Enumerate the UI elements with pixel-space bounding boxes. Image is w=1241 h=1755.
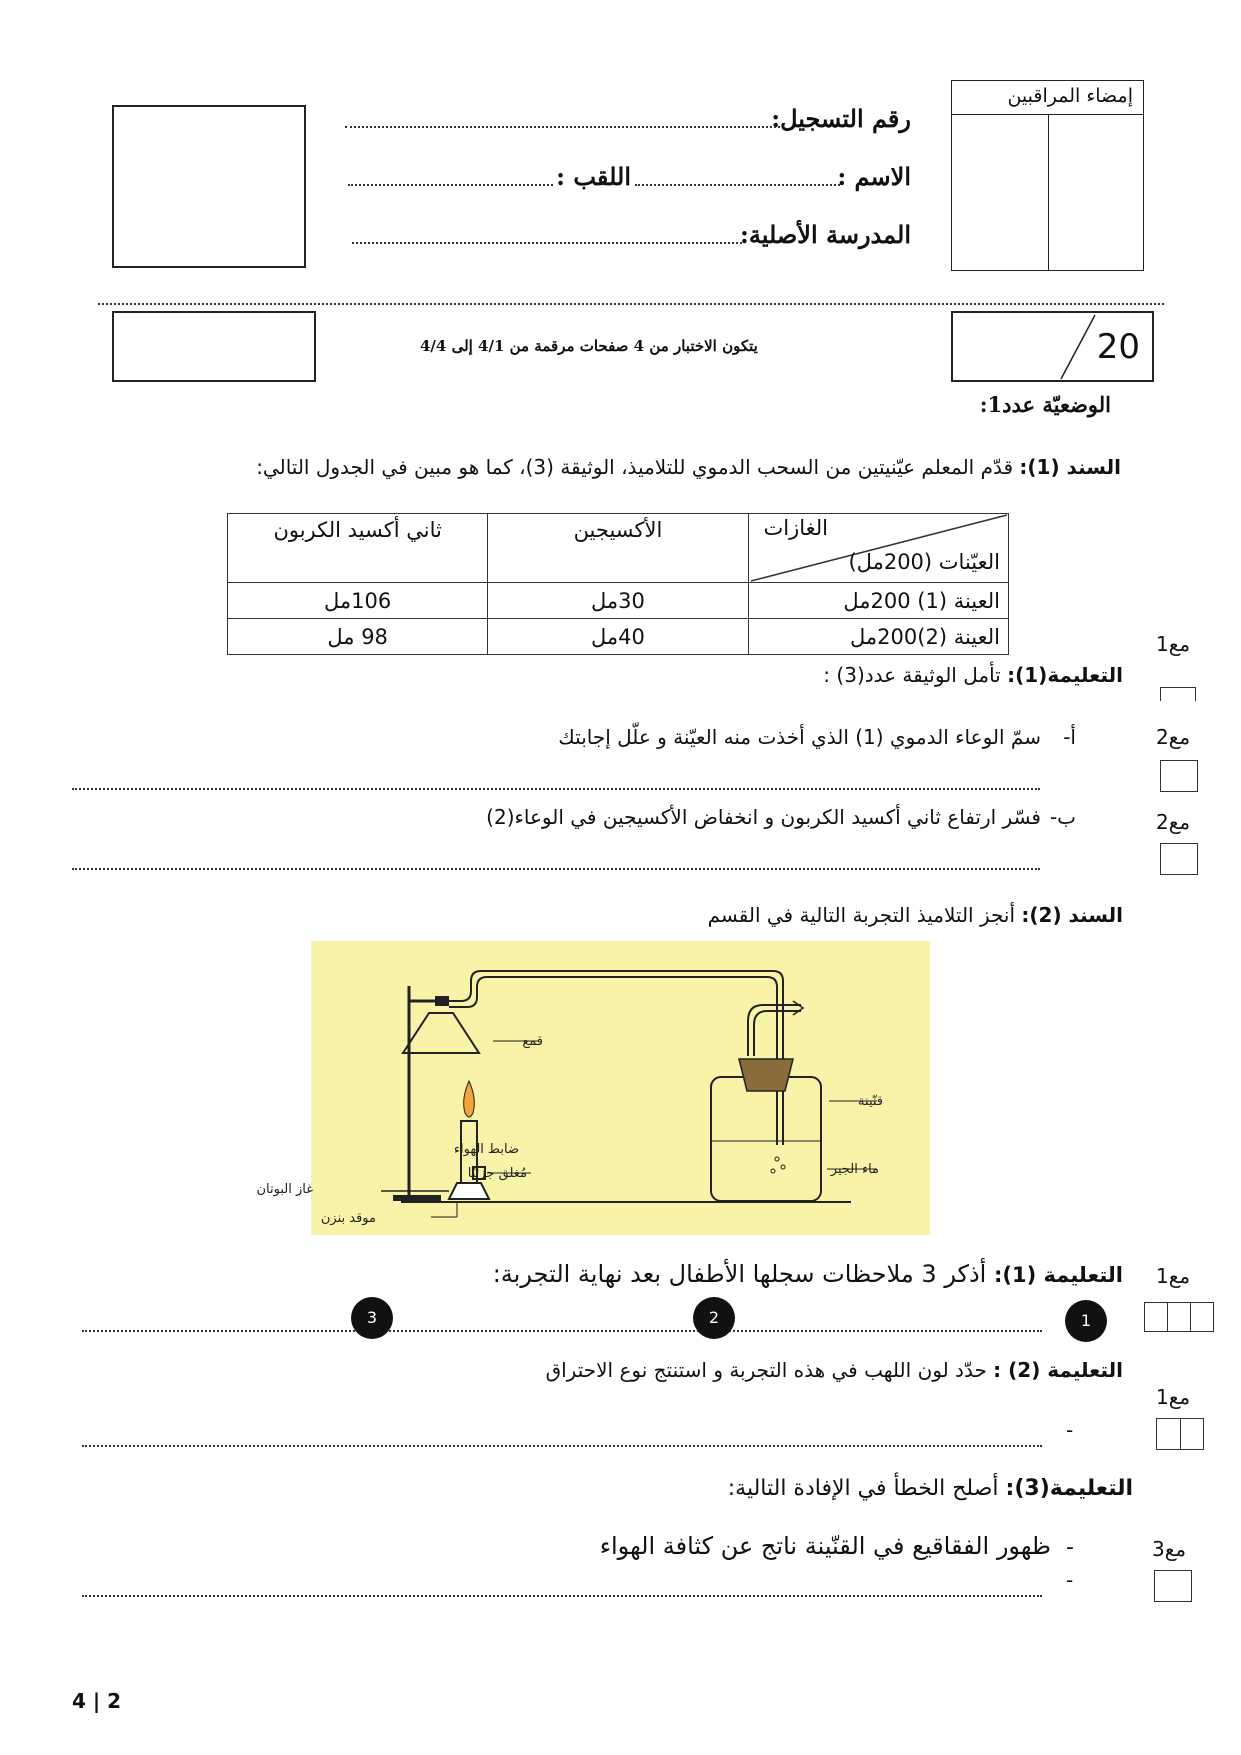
sanad2-label: السند (2): [1021, 903, 1123, 927]
answer-line[interactable] [72, 868, 1040, 870]
score-box-right [951, 311, 1154, 382]
label-burner: موقد بنزن [320, 1211, 376, 1226]
criterion-3: مع2 [1156, 810, 1191, 834]
school-label: المدرسة الأصلية: [739, 220, 911, 249]
instruction2-2-label: التعليمة (2) : [993, 1358, 1123, 1382]
item-a-marker: أ- [1063, 725, 1076, 749]
name-label: الاسم : [837, 162, 911, 191]
instruction1-line [823, 663, 1123, 687]
sanad2-text: أنجز التلاميذ التجربة التالية في القسم [707, 903, 1016, 927]
score-square[interactable] [1154, 1570, 1192, 1602]
name-field[interactable] [635, 184, 840, 186]
item-b-marker: ب- [1049, 805, 1076, 829]
sanad2-line [708, 903, 1123, 927]
item-a-text: سمّ الوعاء الدموي (1) الذي أخذت منه العيّنة و علّل إجابتك [558, 725, 1041, 749]
table-corner-cell [748, 514, 1008, 583]
dash: - [1066, 1418, 1074, 1442]
dash: - [1066, 1535, 1074, 1560]
criterion-5: مع1 [1156, 1385, 1191, 1409]
statement-to-correct: ظهور الفقاقيع في القنّينة ناتج عن كثافة الهواء [599, 1532, 1051, 1560]
score-total: 20 [1096, 327, 1140, 367]
score-box-left [112, 311, 316, 382]
label-butane: غاز البوتان [256, 1182, 313, 1197]
page-number: 4 | 2 [72, 1689, 122, 1713]
sanad1-label: السند (1): [1019, 455, 1121, 479]
answer-line[interactable] [82, 1445, 1042, 1447]
observation-number-1: 1 [1065, 1300, 1107, 1342]
registration-label: رقم التسجيل: [771, 104, 911, 133]
instruction2-1-text: أذكر 3 ملاحظات سجلها الأطفال بعد نهاية التجربة: [492, 1260, 987, 1288]
score-square[interactable] [1160, 760, 1198, 792]
sanad1-text: قدّم المعلم عيّنيتين من السحب الدموي للتلاميذ، الوثيقة (3)، كما هو مبين في الجدول التالي: [256, 455, 1014, 479]
item-b-text: فسّر ارتفاع ثاني أكسيد الكربون و انخفاض الأكسيجين في الوعاء(2) [486, 805, 1041, 829]
registration-field[interactable] [345, 126, 780, 128]
sample-1: العينة (1) 200مل [748, 583, 1008, 619]
score-square[interactable] [1156, 1418, 1204, 1450]
criterion-2: مع2 [1156, 725, 1191, 749]
situation-title: الوضعيّة عدد1: [979, 392, 1111, 417]
label-limewater: ماء الجير [830, 1162, 879, 1177]
school-field[interactable] [352, 242, 742, 244]
score-square[interactable] [1160, 843, 1198, 875]
table-row [228, 619, 1009, 655]
criterion-1: مع1 [1156, 632, 1191, 656]
observation-number-2: 2 [693, 1297, 735, 1339]
sample-2: العينة (2)200مل [748, 619, 1008, 655]
instruction2-3-label: التعليمة(3): [1005, 1476, 1133, 1501]
answer-line[interactable] [82, 1330, 1042, 1332]
dash: - [1066, 1568, 1074, 1592]
score-square[interactable] [1144, 1302, 1214, 1332]
label-partly-closed: مُغلق جزئيًا [467, 1166, 527, 1181]
sample-1-co2: 106مل [228, 583, 488, 619]
table-row [228, 583, 1009, 619]
label-bottle: قنّينة [858, 1094, 883, 1109]
label-funnel: قمع [522, 1034, 543, 1049]
criterion-4: مع1 [1156, 1264, 1191, 1288]
instruction2-1-label: التعليمة (1): [993, 1263, 1123, 1287]
instruction2-2-text: حدّد لون اللهب في هذه التجربة و استنتج نوع الاحتراق [545, 1358, 987, 1382]
sanad1-line [256, 455, 1121, 479]
supervisors-box [951, 80, 1144, 271]
instruction2-3-text: أصلح الخطأ في الإفادة التالية: [727, 1476, 999, 1501]
sample-2-co2: 98 مل [228, 619, 488, 655]
surname-field[interactable] [348, 184, 553, 186]
pages-note: يتكون الاختبار من 4 صفحات مرقمة من 4/1 إلى 4/4 [420, 337, 758, 355]
col-oxygen: الأكسيجين [488, 514, 748, 583]
score-square[interactable] [1160, 687, 1196, 701]
photo-box [112, 105, 306, 268]
answer-line[interactable] [72, 788, 1040, 790]
supervisors-label: إمضاء المراقبين [1007, 85, 1133, 107]
sample-2-oxygen: 40مل [488, 619, 748, 655]
corner-top: الغازات [763, 516, 828, 540]
experiment-diagram [256, 941, 930, 1235]
corner-bottom: العيّنات (200مل) [848, 550, 1000, 574]
instruction2-2-line [546, 1358, 1123, 1382]
label-air-regulator: ضابط الهواء [453, 1142, 519, 1157]
instruction2-3-line [728, 1476, 1133, 1501]
instruction1-text: تأمل الوثيقة عدد(3) : [823, 663, 1001, 687]
col-co2: ثاني أكسيد الكربون [228, 514, 488, 583]
observation-number-3: 3 [351, 1297, 393, 1339]
answer-line[interactable] [82, 1595, 1042, 1597]
surname-label: اللقب : [556, 162, 631, 191]
criterion-6: مع3 [1152, 1537, 1187, 1561]
instruction2-1-line [493, 1260, 1123, 1288]
instruction1-label: التعليمة(1): [1007, 663, 1123, 687]
gas-table [227, 513, 1009, 655]
header-separator [98, 303, 1164, 305]
sample-1-oxygen: 30مل [488, 583, 748, 619]
